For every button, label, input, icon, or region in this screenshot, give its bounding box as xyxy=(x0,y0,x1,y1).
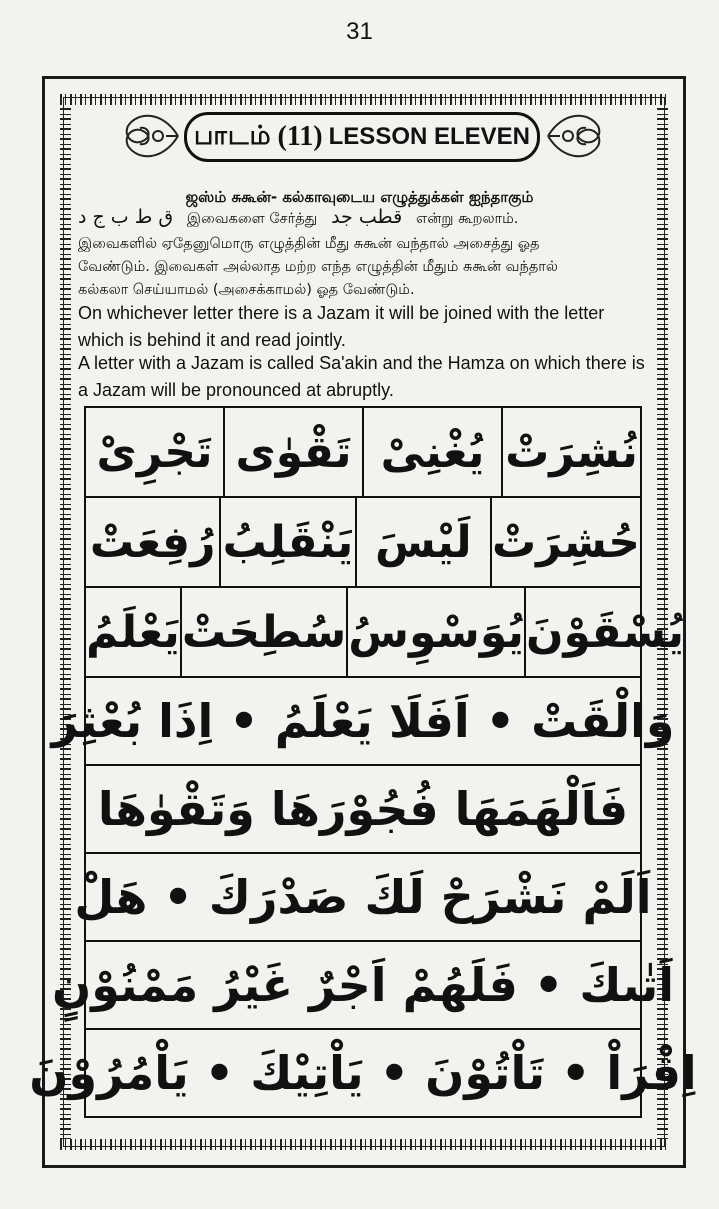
grid-row xyxy=(86,498,640,588)
tamil-text: என்று கூறலாம். xyxy=(415,211,519,227)
title-english: LESSON ELEVEN xyxy=(328,123,531,150)
arabic-word-cell: حُشِرَتْ xyxy=(490,498,640,586)
arabic-phrase-row: وَالْقَتْ • اَفَلَا يَعْلَمُ • اِذَا بُعْثِرَ xyxy=(86,678,640,766)
arabic-word-cell: تَجْرِىْ xyxy=(96,426,213,478)
arabic-word-cell: نُشِرَتْ xyxy=(501,408,640,496)
title-number: (11) xyxy=(277,121,323,152)
arabic-letters: ق ط ب ج د xyxy=(78,206,174,228)
arabic-word-grid xyxy=(29,406,697,1118)
arabic-word-cell: يُسْقَوْنَ xyxy=(524,588,684,676)
floral-ornament-icon xyxy=(546,106,608,166)
arabic-word-cell: يُوَسْوِسُ xyxy=(346,588,524,676)
lesson-title xyxy=(184,112,540,162)
arabic-word-cell: تَقْوٰى xyxy=(223,408,362,496)
english-paragraph: On whichever letter there is a Jazam it will be joined with the letter which is behind it and read jointly. xyxy=(78,303,605,350)
grid-row xyxy=(86,588,685,678)
tamil-line: இவைகளில் ஏதேனுமொரு எழுத்தின் மீது சுகூன் வந்தால் அசைத்து ஓத xyxy=(78,236,540,252)
arabic-phrase-row: اَلَمْ نَشْرَحْ لَكَ صَدْرَكَ • هَلْ xyxy=(86,854,640,942)
lesson-header xyxy=(118,98,608,176)
grid-row xyxy=(86,408,640,498)
tamil-heading: ஜஸ்ம் சுகூன்- கல்காவுடைய எழுத்துக்கள் ஐந்தாகும் xyxy=(185,188,534,206)
arabic-word: قطب جد xyxy=(331,206,403,228)
arabic-word-cell: رُفِعَتْ xyxy=(89,516,216,568)
floral-ornament-icon xyxy=(118,106,180,166)
arabic-word-cell: لَيْسَ xyxy=(355,498,490,586)
tamil-line: வேண்டும். இவைகள் அல்லாத மற்ற எந்த எழுத்தின் மீதும் சுகூன் வந்தால் xyxy=(78,259,558,275)
tamil-text: இவைகளை சேர்த்து xyxy=(186,211,318,227)
arabic-word-cell: يَعْلَمُ xyxy=(86,606,180,658)
arabic-word-cell: سُطِحَتْ xyxy=(180,588,346,676)
english-paragraph: A letter with a Jazam is called Sa'akin and the Hamza on which there is a Jazam will be pronounced at abruptly. xyxy=(78,353,645,400)
arabic-phrase-row: اِقْرَاْ • تَاْتُوْنَ • يَاْتِيْكَ • يَاْمُرُوْنَ xyxy=(29,1046,697,1100)
arabic-phrase-row: اَتٰىكَ • فَلَهُمْ اَجْرٌ غَيْرُ مَمْنُوْنٍ xyxy=(86,942,640,1030)
arabic-word-cell: يَنْقَلِبُ xyxy=(219,498,354,586)
arabic-phrase-row: فَاَلْهَمَهَا فُجُوْرَهَا وَتَقْوٰهَا xyxy=(86,766,640,854)
page-number: 31 xyxy=(346,18,373,45)
arabic-word-cell: يُغْنِىْ xyxy=(362,408,501,496)
tamil-line: கல்கலா செய்யாமல் (அசைக்காமல்) ஓத வேண்டும். xyxy=(78,282,415,298)
title-tamil: பாடம் xyxy=(193,120,272,150)
tamil-line-letters xyxy=(78,206,648,229)
